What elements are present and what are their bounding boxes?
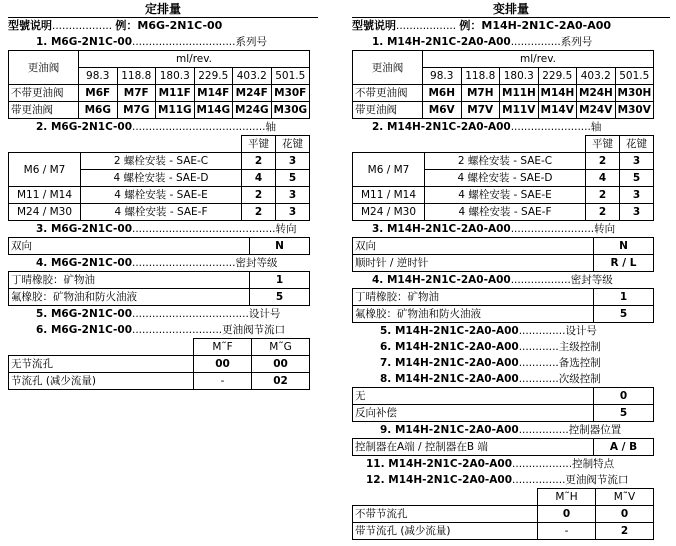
variable-title-label: 型號说明 [352,19,396,32]
variable-t3-code: R / L [594,255,654,272]
fixed-rotation-table [8,237,310,255]
variable-t8-label: 反向补偿 [353,405,594,422]
variable-t1-unit: ml/rev. [423,51,654,68]
fixed-t2-a: 2 [242,187,276,204]
variable-t2-model: M24 / M30 [353,204,425,221]
variable-s6-dots: ............ [518,341,559,353]
variable-section-11 [352,456,670,472]
fixed-t1-code: M30F [271,85,310,102]
variable-t12-h2: M˜V [596,489,654,506]
variable-title-example: 例：M14H-2N1C-2A0-A00 [459,19,612,32]
variable-t1-code: M24V [577,102,616,119]
fixed-t1-disp: 118.8 [117,68,156,85]
fixed-t1-disp: 98.3 [79,68,118,85]
variable-s3-code: 3. M14H-2N1C-2A0-A00 [372,223,511,235]
fixed-t2-a: 2 [242,153,276,170]
variable-t2-a: 2 [586,204,620,221]
fixed-t4-code: 5 [250,289,310,306]
variable-t3-code: N [594,238,654,255]
fixed-t6-label: 无节流孔 [9,356,194,373]
fixed-t2-mount: 4 螺栓安装 - SAE-D [81,170,242,187]
variable-section-9 [352,422,670,438]
table-row [353,405,654,422]
variable-s12-dots: ................ [512,474,566,486]
fixed-s6-dots: ........................... [132,324,223,336]
fixed-t1-code: M24G [233,102,272,119]
variable-t4-label: 氟橡胶：矿物油和防火油液 [353,306,594,323]
fixed-t1-disp: 180.3 [156,68,195,85]
fixed-t2-model: M11 / M14 [9,187,81,204]
fixed-t2-b: 5 [276,170,310,187]
variable-t12-a: - [538,523,596,540]
variable-t1-disp: 180.3 [500,68,539,85]
fixed-seal-table [8,271,310,306]
variable-t1-code: M24H [577,85,616,102]
variable-t9-label: 控制器在A端 / 控制器在B 端 [353,439,594,456]
fixed-t4-label: 丁晴橡胶：矿物油 [9,272,250,289]
variable-t2-a: 2 [586,187,620,204]
variable-s3-label: 转向 [594,223,616,235]
fixed-t1-code: M14G [194,102,233,119]
variable-t8-label: 无 [353,388,594,405]
variable-s8-dots: ............ [518,373,559,385]
table-row [9,187,310,204]
variable-t2-mount: 2 螺栓安装 - SAE-C [425,153,586,170]
variable-s5-dots: .............. [518,325,566,337]
variable-t12-a: 0 [538,506,596,523]
variable-s9-code: 9. M14H-2N1C-2A0-A00 [380,424,519,436]
table-row [353,439,654,456]
variable-t2-b: 3 [620,153,654,170]
fixed-t6-a: 00 [194,356,252,373]
variable-s9-dots: ............... [518,424,569,436]
fixed-t6-h1: M˜F [194,339,252,356]
variable-section-7 [352,355,670,371]
variable-t2-a: 4 [586,170,620,187]
table-row [353,238,654,255]
variable-s11-code: 11. M14H-2N1C-2A0-A00 [366,458,513,470]
variable-control-table [352,387,654,422]
fixed-t6-b: 00 [252,356,310,373]
variable-s4-label: 密封等级 [570,274,613,286]
fixed-title-label: 型號说明 [8,19,52,32]
fixed-model-title [8,18,318,34]
fixed-t1-code: M7G [117,102,156,119]
fixed-section-2 [8,119,318,135]
variable-section-6 [352,339,670,355]
variable-s2-label: 轴 [590,121,602,133]
variable-controller-position-table [352,438,654,456]
variable-s12-code: 12. M14H-2N1C-2A0-A00 [366,474,513,486]
variable-s9-label: 控制器位置 [568,424,622,436]
fixed-t3-code: N [250,238,310,255]
variable-s12-label: 更油阀节流口 [565,474,629,486]
variable-t2-b: 3 [620,187,654,204]
fixed-s1-code: 1. M6G-2N1C-00 [36,36,132,48]
table-row [9,238,310,255]
variable-t1-disp: 501.5 [615,68,654,85]
variable-section-1 [352,34,670,50]
fixed-s5-label: 设计号 [248,308,281,320]
table-row [9,272,310,289]
fixed-s5-dots: ................................... [132,308,249,320]
fixed-t2-mount: 4 螺栓安装 - SAE-E [81,187,242,204]
variable-t1-code: M6V [423,102,462,119]
table-row [353,153,654,170]
variable-section-5 [352,323,670,339]
variable-s5-label: 设计号 [565,325,597,337]
fixed-t1-code: M30G [271,102,310,119]
variable-s7-dots: ............ [518,357,559,369]
fixed-t6-b: 02 [252,373,310,390]
fixed-t2-h1: 平键 [242,136,276,153]
fixed-t1-header-left: 更油阀 [9,51,79,85]
fixed-title-example: 例：M6G-2N1C-00 [115,19,223,32]
variable-s11-dots: .................. [512,458,573,470]
variable-t3-label: 顺时针 / 逆时针 [353,255,594,272]
variable-series-table [352,50,654,119]
table-row [353,187,654,204]
fixed-displacement-section [8,0,318,390]
variable-t2-b: 3 [620,204,654,221]
variable-s2-code: 2. M14H-2N1C-2A0-A00 [372,121,511,133]
variable-t8-code: 0 [594,388,654,405]
table-row [353,255,654,272]
table-row [353,506,654,523]
fixed-t2-b: 3 [276,204,310,221]
variable-section-2 [352,119,670,135]
fixed-t2-b: 3 [276,187,310,204]
fixed-t1-code: M7F [117,85,156,102]
table-row [9,356,310,373]
variable-t2-model: M11 / M14 [353,187,425,204]
fixed-t1-disp: 501.5 [271,68,310,85]
fixed-t2-a: 2 [242,204,276,221]
fixed-t2-model: M24 / M30 [9,204,81,221]
table-row [353,306,654,323]
variable-t12-b: 0 [596,506,654,523]
table-row [9,373,310,390]
variable-t1-code: M6H [423,85,462,102]
variable-t1-code: M30V [615,102,654,119]
variable-t2-h2: 花键 [620,136,654,153]
variable-displacement-section [352,0,670,540]
fixed-s5-code: 5. M6G-2N1C-00 [36,308,132,320]
fixed-t2-b: 3 [276,153,310,170]
variable-t1-disp: 229.5 [538,68,577,85]
variable-t1-row-label: 带更油阀 [353,102,423,119]
fixed-s1-label: 系列号 [235,36,267,48]
fixed-s2-dots: ........................................ [132,121,266,133]
fixed-t2-h2: 花键 [276,136,310,153]
variable-t1-code: M7V [461,102,500,119]
table-row [9,153,310,170]
variable-s8-label: 次级控制 [558,373,601,385]
table-row [9,102,310,119]
variable-s1-code: 1. M14H-2N1C-2A0-A00 [372,36,511,48]
fixed-t6-label: 节流孔 (减少流量) [9,373,194,390]
fixed-heading: 定排量 [8,0,318,18]
variable-t4-code: 1 [594,289,654,306]
variable-orifice-table [352,488,654,540]
variable-s4-dots: .................. [510,274,571,286]
fixed-orifice-table [8,338,310,390]
fixed-t1-code: M11G [156,102,195,119]
fixed-s3-label: 转向 [275,223,297,235]
variable-s3-dots: ......................... [510,223,595,235]
fixed-s3-dots: ........................................... [132,223,276,235]
fixed-s4-label: 密封等级 [235,257,278,269]
variable-t9-code: A / B [594,439,654,456]
variable-t2-a: 2 [586,153,620,170]
fixed-t6-a: - [194,373,252,390]
fixed-s6-code: 6. M6G-2N1C-00 [36,324,132,336]
fixed-t2-model: M6 / M7 [9,153,81,187]
variable-shaft-table [352,135,654,221]
variable-t2-model: M6 / M7 [353,153,425,187]
variable-t1-code: M11V [500,102,539,119]
variable-s7-code: 7. M14H-2N1C-2A0-A00 [380,357,519,369]
variable-section-3 [352,221,670,237]
variable-t1-code: M11H [500,85,539,102]
variable-t1-disp: 403.2 [577,68,616,85]
variable-section-4 [352,272,670,288]
fixed-t6-h2: M˜G [252,339,310,356]
fixed-t1-code: M24F [233,85,272,102]
table-row [353,85,654,102]
fixed-s6-label: 更油阀节流口 [222,324,286,336]
variable-s4-code: 4. M14H-2N1C-2A0-A00 [372,274,511,286]
variable-t1-code: M7H [461,85,500,102]
variable-title-dots: .................. [396,20,457,32]
variable-t8-code: 5 [594,405,654,422]
fixed-shaft-table [8,135,310,221]
variable-s8-code: 8. M14H-2N1C-2A0-A00 [380,373,519,385]
variable-s6-label: 主级控制 [558,341,601,353]
fixed-t1-row-label: 带更油阀 [9,102,79,119]
fixed-s4-dots: ............................... [132,257,236,269]
fixed-t2-mount: 4 螺栓安装 - SAE-F [81,204,242,221]
fixed-series-table [8,50,310,119]
variable-s6-code: 6. M14H-2N1C-2A0-A00 [380,341,519,353]
variable-s11-label: 控制特点 [572,458,615,470]
table-row [9,204,310,221]
fixed-s2-code: 2. M6G-2N1C-00 [36,121,132,133]
variable-s1-label: 系列号 [560,36,593,48]
fixed-t1-disp: 403.2 [233,68,272,85]
variable-t4-label: 丁晴橡胶：矿物油 [353,289,594,306]
variable-section-8 [352,371,670,387]
variable-s7-label: 备选控制 [558,357,601,369]
variable-t2-mount: 4 螺栓安装 - SAE-D [425,170,586,187]
fixed-t1-code: M14F [194,85,233,102]
variable-t1-code: M14H [538,85,577,102]
variable-s2-dots: ........................ [510,121,591,133]
fixed-t2-a: 4 [242,170,276,187]
variable-heading: 变排量 [352,0,670,18]
table-row [353,289,654,306]
table-row [9,85,310,102]
variable-s5-code: 5. M14H-2N1C-2A0-A00 [380,325,519,337]
fixed-t4-code: 1 [250,272,310,289]
variable-t12-b: 2 [596,523,654,540]
variable-t2-b: 5 [620,170,654,187]
fixed-s2-label: 轴 [265,121,277,133]
fixed-t2-mount: 2 螺栓安装 - SAE-C [81,153,242,170]
variable-t2-mount: 4 螺栓安装 - SAE-E [425,187,586,204]
fixed-section-1 [8,34,318,50]
fixed-title-dots: .................. [52,20,113,32]
variable-t4-code: 5 [594,306,654,323]
fixed-t4-label: 氟橡胶：矿物油和防火油液 [9,289,250,306]
variable-t1-row-label: 不带更油阀 [353,85,423,102]
fixed-t3-label: 双向 [9,238,250,255]
variable-rotation-table [352,237,654,272]
fixed-t1-row-label: 不带更油阀 [9,85,79,102]
variable-s1-dots: ............... [510,36,561,48]
variable-t1-header-left: 更油阀 [353,51,423,85]
fixed-t1-code: M11F [156,85,195,102]
variable-t1-disp: 98.3 [423,68,462,85]
table-row [353,523,654,540]
variable-t3-label: 双向 [353,238,594,255]
variable-section-12 [352,472,670,488]
fixed-section-4 [8,255,318,271]
fixed-section-6 [8,322,318,338]
table-row [9,289,310,306]
variable-model-title [352,18,670,34]
fixed-t1-unit: ml/rev. [79,51,310,68]
table-row [353,102,654,119]
variable-t1-code: M30H [615,85,654,102]
fixed-s1-dots: ............................... [132,36,236,48]
variable-seal-table [352,288,654,323]
variable-t12-h1: M˜H [538,489,596,506]
fixed-section-3 [8,221,318,237]
fixed-t1-disp: 229.5 [194,68,233,85]
fixed-section-5 [8,306,318,322]
variable-t1-code: M14V [538,102,577,119]
variable-t1-disp: 118.8 [461,68,500,85]
variable-t2-h1: 平键 [586,136,620,153]
fixed-s3-code: 3. M6G-2N1C-00 [36,223,132,235]
fixed-t1-code: M6G [79,102,118,119]
variable-t12-label: 带节流孔 (减少流量) [353,523,538,540]
table-row [353,388,654,405]
variable-t12-label: 不带节流孔 [353,506,538,523]
variable-t2-mount: 4 螺栓安装 - SAE-F [425,204,586,221]
fixed-s4-code: 4. M6G-2N1C-00 [36,257,132,269]
table-row [353,204,654,221]
fixed-t1-code: M6F [79,85,118,102]
